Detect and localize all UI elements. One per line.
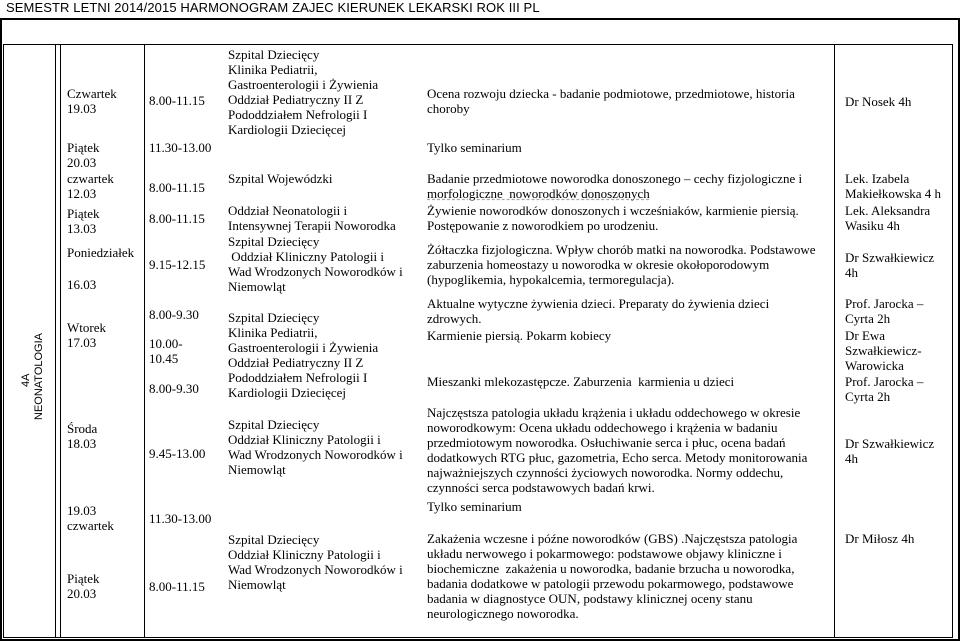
teacher-9: Dr Miłosz 4h	[845, 531, 915, 546]
time-6: 8.00-9.30	[149, 307, 199, 322]
day-pt20b: Piątek 20.03	[67, 571, 100, 601]
day-pt20: Piątek 20.03	[67, 140, 100, 170]
time-1: 8.00-11.15	[149, 93, 205, 108]
time-2: 11.30-13.00	[149, 140, 212, 155]
time-3: 8.00-11.15	[149, 180, 205, 195]
teacher-3: Lek. Aleksandra Wasiku 4h	[845, 203, 931, 233]
topic-3: Badanie przedmiotowe noworodka donoszonego – cechy fizjologiczne i morfologiczne noworodków donoszonych	[427, 171, 803, 201]
topic-9: Najczęstsza patologia układu krążenia i układu oddechowego w okresie noworodkowym: Ocena układu oddechowego i krążenia w badaniu przedmiotowym noworodka. Osłuchiwanie serca i płuc, ocena badań dodatkowych RTG płuc, gazometria, Echo serca. Metody monitorowania najważniejszych czynności życiowych noworodka. Normy oddechu, czynności serca podstawowych badań krwi.	[427, 405, 808, 495]
topic-8: Mieszanki mlekozastępcze. Zaburzenia karmienia u dzieci	[427, 374, 735, 389]
place-7: Szpital Dziecięcy Oddział Kliniczny Patologii i Wad Wrodzonych Noworodków i Niemowląt	[228, 532, 403, 592]
day-wt17: Wtorek 17.03	[67, 320, 106, 350]
day-sr18: Środa 18.03	[67, 421, 98, 451]
teacher-1: Dr Nosek 4h	[845, 94, 912, 109]
day-czw19: Czwartek 19.03	[67, 86, 117, 116]
topic-7: Karmienie piersią. Pokarm kobiecy	[427, 328, 612, 343]
topic-11: Zakażenia wczesne i późne noworodków (GBS) .Najczęstsza patologia układu nerwowego i pokarmowego: podstawowe objawy kliniczne i biochemiczne zakażenia u noworodka, badanie brzucha u noworodka, badania dodatkowe w patologii przewodu pokarmowego, podstawowe badania w diagnostyce OUN, podstawy klinicznej oceny stanu neurologicznego noworodka.	[427, 531, 798, 621]
place-3: Oddział Neonatologii i Intensywnej Terapii Noworodka	[228, 203, 396, 233]
time-5: 9.15-12.15	[149, 257, 206, 272]
teacher-4: Dr Szwałkiewicz 4h	[845, 250, 935, 280]
teacher-7: Prof. Jarocka – Cyrta 2h	[845, 374, 924, 404]
time-11: 8.00-11.15	[149, 579, 205, 594]
time-10: 11.30-13.00	[149, 511, 212, 526]
teacher-2: Lek. Izabela Makiełkowska 4 h	[845, 171, 942, 201]
day-pon16-date: 16.03	[67, 277, 97, 292]
time-4: 8.00-11.15	[149, 211, 205, 226]
time-9: 9.45-13.00	[149, 446, 206, 461]
topic-10: Tylko seminarium	[427, 499, 522, 514]
teacher-8: Dr Szwałkiewicz 4h	[845, 436, 935, 466]
day-pt13: Piątek 13.03	[67, 206, 100, 236]
topic-6: Aktualne wytyczne żywienia dzieci. Preparaty do żywienia dzieci zdrowych.	[427, 296, 770, 326]
place-5: Szpital Dziecięcy Klinika Pediatrii, Gastroenterologii i Żywienia Oddział Pediatryczny II Z Pododdziałem Nefrologii I Kardiologii Dziecięcej	[228, 310, 379, 400]
place-6: Szpital Dziecięcy Oddział Kliniczny Patologii i Wad Wrodzonych Noworodków i Niemowląt	[228, 417, 403, 477]
topic-1: Ocena rozwoju dziecka - badanie podmiotowe, przedmiotowe, historia choroby	[427, 86, 795, 116]
topic-5: Żółtaczka fizjologiczna. Wpływ chorób matki na noworodka. Podstawowe zaburzenia homeostazy u noworodka w okresie okołoporodowym (hypoglikemia, hypokalcemia, termoregulacja).	[427, 242, 816, 287]
day-czw12: czwartek 12.03	[67, 171, 114, 201]
section-label: 4A NEONATOLOGIA	[20, 332, 45, 420]
day-czw19b: 19.03 czwartek	[67, 503, 114, 533]
place-2: Szpital Wojewódzki	[228, 171, 333, 186]
page-header: SEMESTR LETNI 2014/2015 HARMONOGRAM ZAJEC KIERUNEK LEKARSKI ROK III PL	[6, 0, 540, 15]
topic-2: Tylko seminarium	[427, 140, 522, 155]
time-7: 10.00- 10.45	[149, 336, 183, 366]
place-1: Szpital Dziecięcy Klinika Pediatrii, Gastroenterologii i Żywienia Oddział Pediatryczny II Z Pododdziałem Nefrologii I Kardiologii Dziecięcej	[228, 47, 379, 137]
day-pon16: Poniedziałek	[67, 245, 135, 260]
teacher-6: Dr Ewa Szwałkiewicz- Warowicka	[845, 328, 922, 373]
topic-4: Żywienie noworodków donoszonych i wcześniaków, karmienie piersią. Postępowanie z noworodkiem po urodzeniu.	[427, 203, 799, 233]
place-4: Szpital Dziecięcy Oddział Kliniczny Patologii i Wad Wrodzonych Noworodków i Niemowląt	[228, 234, 403, 294]
time-8: 8.00-9.30	[149, 381, 199, 396]
teacher-5: Prof. Jarocka – Cyrta 2h	[845, 296, 924, 326]
